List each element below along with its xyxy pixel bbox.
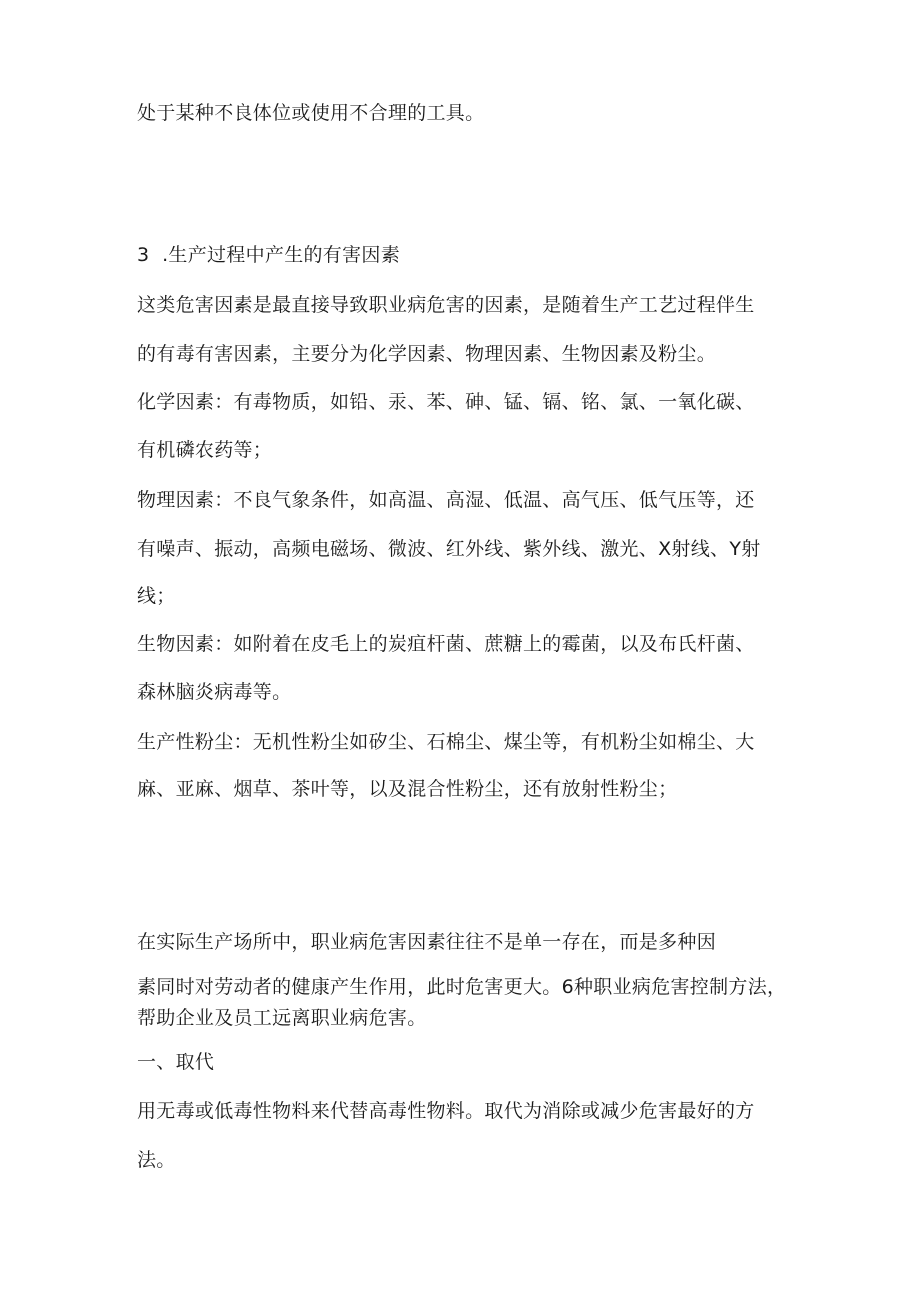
text-line: 处于某种不良体位或使用不合理的工具。	[137, 102, 485, 124]
text-line: 化学因素：有毒物质，如铅、汞、苯、砷、锰、镉、铭、氯、一氧化碳、	[137, 391, 755, 413]
text-line: 麻、亚麻、烟草、茶叶等，以及混合性粉尘，还有放射性粉尘；	[137, 778, 678, 800]
text-line: 这类危害因素是最直接导致职业病危害的因素，是随着生产工艺过程伴生	[137, 294, 755, 316]
text-line: 有机磷农药等；	[137, 439, 273, 461]
text-line: 的有毒有害因素，主要分为化学因素、物理因素、生物因素及粉尘。	[137, 343, 717, 365]
text-line: 用无毒或低毒性物料来代替高毒性物料。取代为消除或减少危害最好的方	[137, 1100, 755, 1122]
text-line: 法。	[137, 1149, 176, 1171]
section-heading: 一、取代	[137, 1051, 215, 1073]
text-line: 生物因素：如附着在皮毛上的炭疽杆菌、蔗糖上的霉菌，以及布氏杆菌、	[137, 633, 755, 655]
text-line: 在实际生产场所中，职业病危害因素往往不是单一存在，而是多种因	[137, 931, 717, 953]
text-line: 素同时对劳动者的健康产生作用，此时危害更大。6种职业病危害控制方法，	[137, 976, 787, 998]
text-line: 帮助企业及员工远离职业病危害。	[137, 1007, 427, 1029]
text-line: 物理因素：不良气象条件，如高温、高湿、低温、高气压、低气压等，还	[137, 489, 755, 511]
text-line: 有噪声、振动，高频电磁场、微波、红外线、紫外线、激光、X射线、Y射	[137, 538, 761, 560]
text-line: 森林脑炎病毒等。	[137, 681, 292, 703]
section-heading: 3 .生产过程中产生的有害因素	[137, 244, 401, 266]
text-line: 生产性粉尘：无机性粉尘如矽尘、石棉尘、煤尘等，有机粉尘如棉尘、大	[137, 731, 755, 753]
text-line: 线；	[137, 585, 176, 607]
